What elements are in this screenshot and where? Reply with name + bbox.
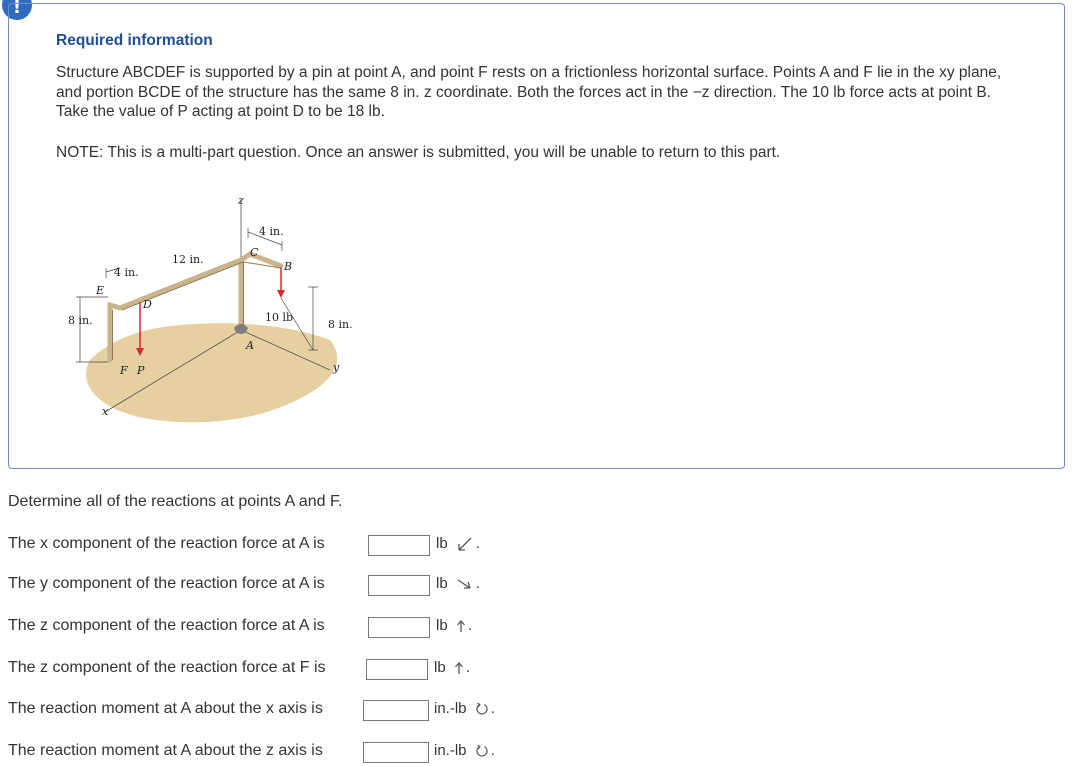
point-d-label: D bbox=[143, 298, 152, 311]
row-label: The x component of the reaction force at A is bbox=[8, 535, 325, 552]
row-unit bbox=[434, 742, 495, 759]
x-axis-label: x bbox=[102, 405, 109, 418]
row-unit bbox=[436, 575, 480, 592]
unit-label: in.-lb bbox=[434, 742, 467, 759]
force-10lb-arrowhead bbox=[277, 290, 285, 298]
force-10lb-label: 10 lb bbox=[265, 311, 294, 324]
unit-suffix: . bbox=[475, 535, 481, 552]
unit-label: lb bbox=[436, 535, 448, 552]
answer-row-az bbox=[8, 617, 528, 641]
ax-answer-input[interactable] bbox=[368, 535, 430, 556]
row-label: The y component of the reaction force at A is bbox=[8, 575, 325, 592]
row-unit bbox=[434, 659, 470, 676]
info-heading: Required information bbox=[56, 32, 213, 49]
unit-label: in.-lb bbox=[434, 700, 467, 717]
unit-suffix: . bbox=[490, 700, 495, 717]
dimension-4in-left: 4 in. bbox=[114, 266, 139, 279]
unit-suffix: . bbox=[475, 575, 481, 592]
answer-row-ax bbox=[8, 535, 528, 559]
row-unit bbox=[436, 535, 480, 552]
mz-answer-input[interactable] bbox=[363, 742, 429, 763]
z-axis-label: z bbox=[238, 194, 244, 207]
arrow-down-left-icon bbox=[456, 536, 474, 552]
unit-suffix: . bbox=[490, 742, 495, 759]
answer-row-ay bbox=[8, 575, 528, 599]
row-unit bbox=[436, 617, 472, 634]
unit-suffix: . bbox=[467, 617, 473, 634]
az-answer-input[interactable] bbox=[368, 617, 430, 638]
ay-answer-input[interactable] bbox=[368, 575, 430, 596]
point-e-label: E bbox=[96, 284, 105, 297]
arrow-up-icon bbox=[454, 661, 464, 675]
exclamation-icon: ! bbox=[2, 0, 32, 20]
mx-answer-input[interactable] bbox=[363, 700, 429, 721]
multi-part-note: NOTE: This is a multi-part question. Once an answer is submitted, you will be unable to return to this part. bbox=[56, 144, 781, 161]
row-label: The reaction moment at A about the x axis is bbox=[8, 700, 323, 717]
answer-row-mx bbox=[8, 700, 528, 724]
problem-statement: Structure ABCDEF is supported by a pin at point A, and point F rests on a frictionless horizontal surface. Points A and F lie in the xy plane, and portion BCDE of the structure has the same 8 in. z coordinate. Both the forces act in the −z direction. The 10 lb force acts at point B. Take the value of P acting at point D to be 18 lb. bbox=[56, 64, 1002, 120]
unit-label: lb bbox=[434, 659, 446, 676]
row-unit bbox=[434, 700, 495, 717]
row-label: The reaction moment at A about the z axis is bbox=[8, 742, 323, 759]
unit-label: lb bbox=[436, 575, 448, 592]
arrow-down-right-icon bbox=[456, 577, 474, 591]
answer-row-mz bbox=[8, 742, 528, 766]
fz-answer-input[interactable] bbox=[366, 659, 428, 680]
y-axis-label: y bbox=[333, 361, 340, 374]
point-f-label: F bbox=[120, 364, 128, 377]
unit-label: lb bbox=[436, 617, 448, 634]
answer-row-fz bbox=[8, 659, 528, 683]
dimension-8in-left: 8 in. bbox=[68, 314, 93, 327]
dimension-12in: 12 in. bbox=[172, 253, 204, 266]
unit-suffix: . bbox=[465, 659, 471, 676]
row-label: The z component of the reaction force at F is bbox=[8, 659, 326, 676]
point-c-label: C bbox=[250, 246, 259, 259]
question-text: Determine all of the reactions at points A and F. bbox=[8, 493, 343, 510]
structure-figure bbox=[60, 190, 360, 435]
row-label: The z component of the reaction force at A is bbox=[8, 617, 325, 634]
dimension-4in-top: 4 in. bbox=[259, 225, 284, 238]
arrow-up-icon bbox=[456, 619, 466, 633]
point-a-label: A bbox=[246, 339, 254, 352]
point-b-label: B bbox=[284, 260, 293, 273]
force-p-label: P bbox=[137, 364, 145, 377]
counterclockwise-icon bbox=[475, 702, 489, 716]
counterclockwise-icon bbox=[475, 744, 489, 758]
dimension-8in-right: 8 in. bbox=[328, 318, 353, 331]
